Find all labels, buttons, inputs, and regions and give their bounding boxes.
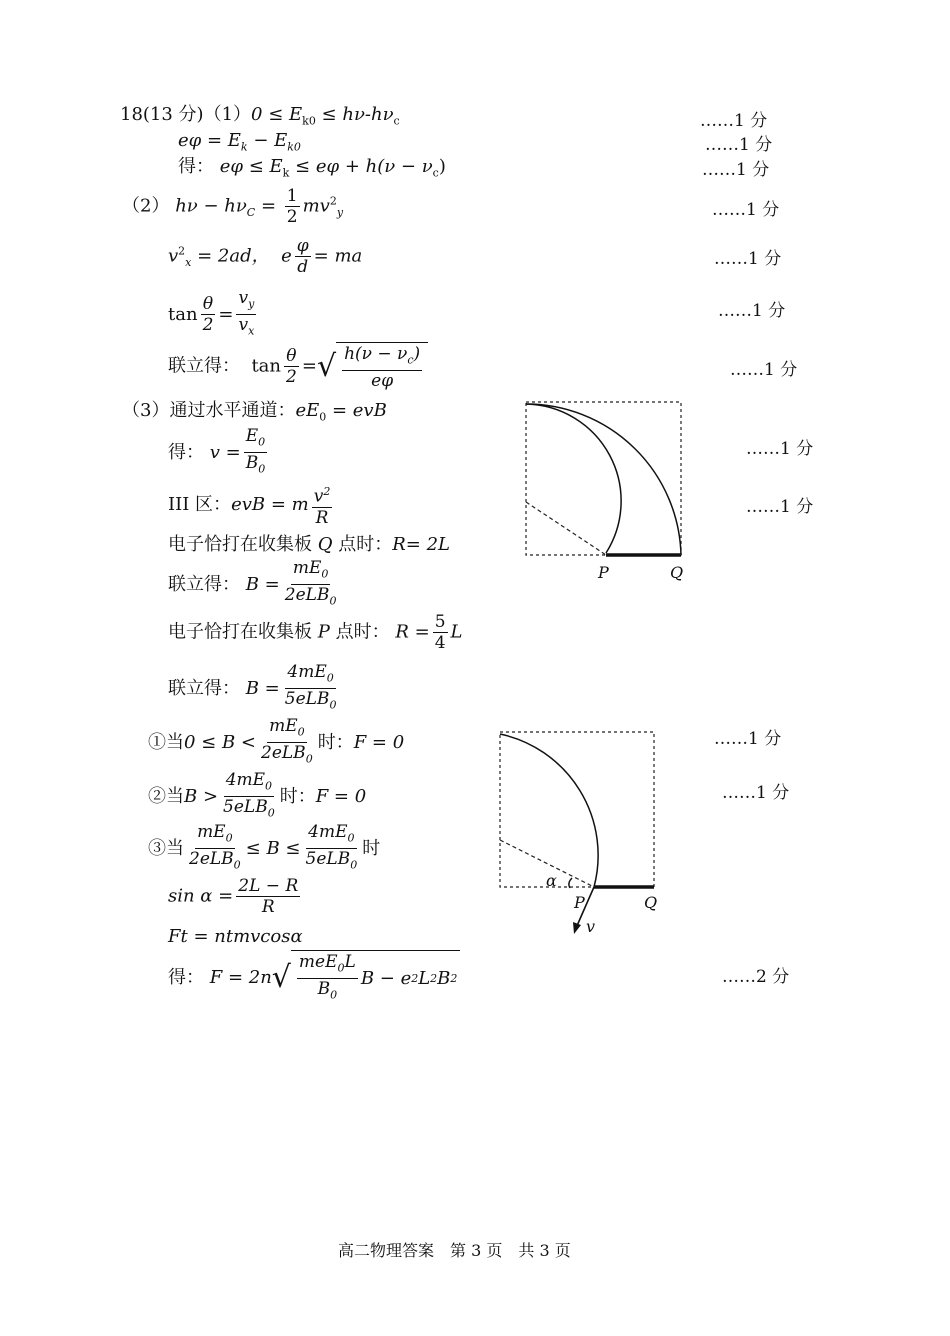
score-4: ……1 分 bbox=[712, 200, 780, 220]
score-1: ……1 分 bbox=[700, 111, 768, 131]
q18-part3-line7: 联立得： B = $\frac{4mE_0}{5eLB_0}$ bbox=[168, 662, 337, 712]
label-p: P bbox=[574, 893, 585, 912]
score-9: ……1 分 bbox=[746, 497, 814, 517]
q18-head: 18(13 分)（1） bbox=[120, 104, 252, 125]
case-3: ③当 $\frac{mE_0}{2eLB_0}$ ≤ B ≤ $\frac{4mE_0}{5eLB_0}$ 时 bbox=[148, 822, 381, 872]
q18-part2-line4: 联立得： tan $\frac{\theta}{2}$ = √ $\frac{h(\nu - \nu_c)}{e\varphi}$ bbox=[168, 342, 428, 391]
score-8: ……1 分 bbox=[746, 439, 814, 459]
q18-part2-line1: （2） $h\nu - h\nu_C$ = $\frac{1}{2}$ $mv^2_y$ bbox=[122, 186, 344, 227]
diagram-trajectories-pq bbox=[520, 396, 690, 586]
score-5: ……1 分 bbox=[714, 249, 782, 269]
q18-part1-line1: 18(13 分)$(1)0 \le E_{k0} \le h\nu-h\nu_c$ bbox=[120, 104, 400, 128]
score-3: ……1 分 bbox=[702, 160, 770, 180]
q18-part3-line3: III 区：evB = m $\frac{v^2}{R}$ bbox=[168, 482, 335, 528]
score-11: ……1 分 bbox=[722, 783, 790, 803]
q18-part1-line3: 得： $e\varphi \le E_k \le e\varphi + h(\nu - \nu_c)$ bbox=[178, 156, 446, 180]
label-p: P bbox=[598, 563, 609, 582]
q18-part2-line2: $v^2_x = 2ad$， e $\frac{\varphi}{d}$ = ma bbox=[168, 236, 363, 277]
score-12: ……2 分 bbox=[722, 967, 790, 987]
part2-label: （2） bbox=[122, 195, 170, 217]
ft-eq: Ft = ntmvcosα bbox=[168, 926, 303, 947]
label-q: Q bbox=[644, 893, 658, 912]
page-footer: 高二物理答案 第 3 页 共 3 页 bbox=[338, 1241, 571, 1260]
q18-part3-line1: （3）通过水平通道：$eE_0$ = evB bbox=[122, 400, 387, 424]
q18-part3-line6: 电子恰打在收集板 P 点时： R = $\frac{5}{4}$ L bbox=[168, 612, 463, 653]
q18-part1-line2: $e\varphi = E_k - E_{k0}$ bbox=[178, 130, 301, 154]
radius-line bbox=[526, 502, 606, 555]
case-1: ①当0 ≤ B < $\frac{mE_0}{2eLB_0}$ 时：F = 0 bbox=[148, 716, 405, 766]
label-q: Q bbox=[670, 563, 684, 582]
label-alpha: α bbox=[546, 871, 557, 890]
score-2: ……1 分 bbox=[705, 135, 773, 155]
trajectory bbox=[500, 734, 598, 887]
score-10: ……1 分 bbox=[714, 729, 782, 749]
velocity-arrowhead bbox=[573, 922, 581, 934]
q18-part3-line2: 得： v = $\frac{E_0}{B_0}$ bbox=[168, 426, 266, 476]
final-result: 得： F = 2n √ $\frac{meE_0L}{B_0}$ B − e 2 L 2 B 2 bbox=[168, 950, 460, 1006]
diagram-trajectory-alpha bbox=[494, 726, 664, 941]
score-7: ……1 分 bbox=[730, 360, 798, 380]
sin-alpha-eq: sin α = $\frac{2L - R}{R}$ bbox=[168, 876, 299, 917]
q18-part2-line3: tan $\frac{\theta}{2}$ = $\frac{v_y}{v_x}$ bbox=[168, 288, 255, 338]
q18-part3-line4: 电子恰打在收集板 Q 点时：R= 2L bbox=[168, 534, 450, 555]
label-v: v bbox=[586, 917, 596, 936]
field-region-box bbox=[500, 732, 654, 887]
case-2: ②当B > $\frac{4mE_0}{5eLB_0}$ 时：F = 0 bbox=[148, 770, 367, 820]
q18-part3-line5: 联立得： B = $\frac{mE_0}{2eLB_0}$ bbox=[168, 558, 337, 608]
score-6: ……1 分 bbox=[718, 301, 786, 321]
trajectory-to-q bbox=[526, 404, 681, 555]
